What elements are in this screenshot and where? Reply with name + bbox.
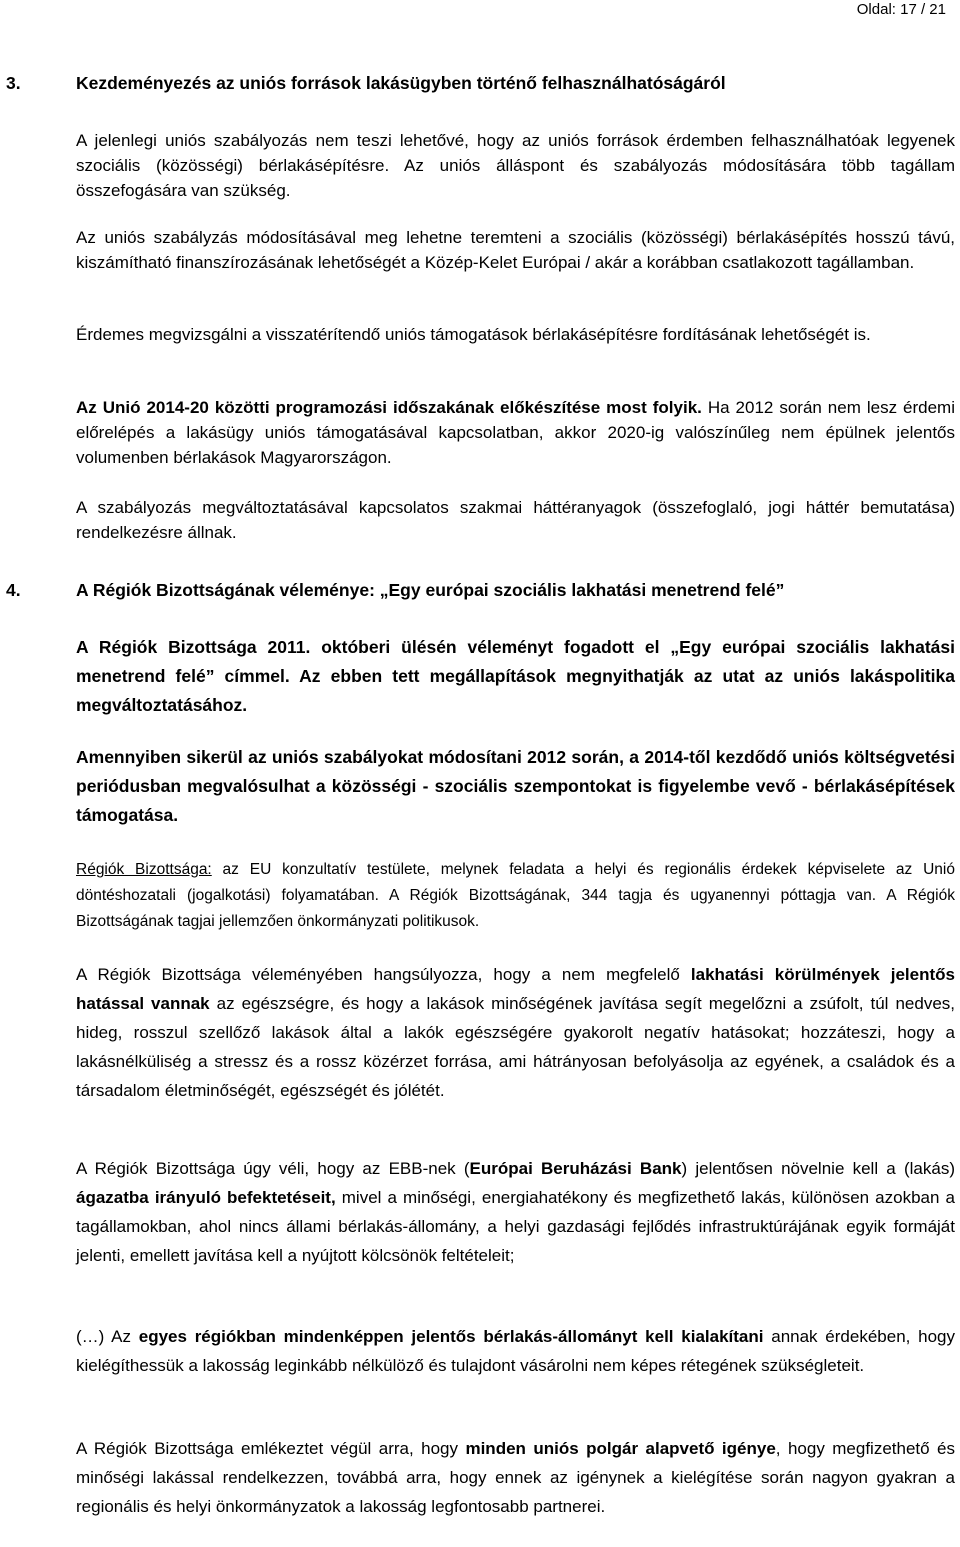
section-4-paragraph-5-bold: egyes régiókban mindenképpen jelentős bérlakás-állományt kell kialakítani bbox=[138, 1327, 764, 1346]
section-4-number: 4. bbox=[6, 580, 21, 600]
section-3-paragraph-4 bbox=[76, 395, 955, 470]
section-4-paragraph-4 bbox=[76, 1154, 955, 1270]
section-4-paragraph-1: A Régiók Bizottsága 2011. októberi ülésén véleményt fogadott el „Egy európai szociális lakhatási menetrend felé” címmel. Az ebben tett megállapítások megnyithatják az utat az uniós lakáspolitika megváltoztatásához. bbox=[76, 637, 955, 715]
regions-committee-note-label: Régiók Bizottsága: bbox=[76, 861, 212, 878]
section-3-title: Kezdeményezés az uniós források lakásügyben történő felhasználhatóságáról bbox=[76, 73, 726, 93]
section-4-paragraph-4-e: mivel a minőségi, energiahatékony és megfizethető lakás, különösen azokban a tagállamokban, ahol nincs állami bérlakás-állomány, a helyi gazdasági fejlődés infrastruktúrájának egyik formáját jelenti, emellett javítása kell a nyújtott kölcsönök feltételeit; bbox=[76, 1188, 955, 1265]
section-4-paragraph-3-c: az egészségre, és hogy a lakások minőségének javítása segít megelőzni a zsúfolt, túl nedves, hideg, rosszul szellőző lakások által a lakók egészségére gyakorolt negatív hatásokat; hozzáteszi, hogy a lakásnélküliség a stressz és a rossz közérzet forrása, ami hátrányosan befolyásolja az egyének, a családok és a társadalom életminőségét, egészségét és jólétét. bbox=[76, 994, 955, 1100]
section-3-number: 3. bbox=[6, 73, 21, 93]
section-4-paragraph-3-a: A Régiók Bizottsága véleményében hangsúlyozza, hogy a nem megfelelő bbox=[76, 965, 691, 984]
section-4-paragraph-4-bold-2: ágazatba irányuló befektetéseit, bbox=[76, 1188, 336, 1207]
section-3-paragraph-3: Érdemes megvizsgálni a visszatérítendő uniós támogatások bérlakásépítésre fordításának lehetőségét is. bbox=[76, 325, 871, 344]
section-4-paragraph-6 bbox=[76, 1434, 955, 1521]
section-4-paragraph-5-a: (…) Az bbox=[76, 1327, 139, 1346]
section-4-paragraph-2: Amennyiben sikerül az uniós szabályokat módosítani 2012 során, a 2014-től kezdődő uniós költségvetési periódusban megvalósulhat a közösségi - szociális szempontokat is figyelembe vevő - bérlakásépítések támogatása. bbox=[76, 747, 955, 825]
section-4-paragraph-4-bold-1: Európai Beruházási Bank bbox=[469, 1159, 682, 1178]
section-4-paragraph-6-bold: minden uniós polgár alapvető igénye bbox=[465, 1439, 776, 1458]
regions-committee-note bbox=[76, 857, 955, 935]
section-3-paragraph-5: A szabályozás megváltoztatásával kapcsolatos szakmai háttéranyagok (összefoglaló, jogi háttér bemutatása) rendelkezésre állnak. bbox=[76, 498, 955, 542]
section-4-paragraph-6-a: A Régiók Bizottsága emlékeztet végül arra, hogy bbox=[76, 1439, 466, 1458]
section-3-paragraph-2: Az uniós szabályzás módosításával meg lehetne teremteni a szociális (közösségi) bérlakásépítés hosszú távú, kiszámítható finanszírozásának lehetőségét a Közép-Kelet Európai / akár a korábban csatlakozott tagállamban. bbox=[76, 228, 955, 272]
section-3-paragraph-4-rest: Ha 2012 során nem lesz érdemi előrelépés a lakásügy uniós támogatásával kapcsolatban, akkor 2020-ig valószínűleg nem épülnek jelentős volumenben bérlakások Magyarországon. bbox=[76, 398, 955, 467]
section-3-paragraph-1: A jelenlegi uniós szabályozás nem teszi lehetővé, hogy az uniós források érdemben felhasználhatóak legyenek szociális (közösségi) bérlakásépítésre. Az uniós álláspont és szabályozás módosítására több tagállam összefogására van szükség. bbox=[76, 131, 955, 200]
section-3-paragraph-4-bold: Az Unió 2014-20 közötti programozási időszakának előkészítése most folyik. bbox=[76, 398, 702, 417]
section-4-paragraph-6-c: , hogy megfizethető és minőségi lakással rendelkezzen, továbbá arra, hogy ennek az igénynek a kielégítése során nagyon gyakran a regionális és helyi önkormányzatok a lakosság legfontosabb partnerei. bbox=[76, 1439, 955, 1516]
regions-committee-note-text: az EU konzultatív testülete, melynek feladata a helyi és regionális érdekek képviselete az Unió döntéshozatali (jogalkotási) folyamatában. A Régiók Bizottságának, 344 tagja és ugyanennyi póttagja van. A Régiók Bizottságának tagjai jellemzően önkormányzati politikusok. bbox=[76, 861, 955, 930]
page-number: Oldal: 17 / 21 bbox=[856, 1, 946, 18]
section-4-paragraph-4-a: A Régiók Bizottsága úgy véli, hogy az EBB-nek ( bbox=[76, 1159, 470, 1178]
section-4-paragraph-5 bbox=[76, 1322, 955, 1380]
section-4-paragraph-3-bold: lakhatási körülmények jelentős hatással vannak bbox=[76, 965, 955, 1013]
section-4-paragraph-5-c: annak érdekében, hogy kielégíthessük a lakosság leginkább nélkülöző és tulajdont vásárolni nem képes rétegének szükségleteit. bbox=[76, 1327, 955, 1375]
section-4-title: A Régiók Bizottságának véleménye: „Egy európai szociális lakhatási menetrend felé” bbox=[76, 580, 785, 600]
section-4-paragraph-4-c: ) jelentősen növelnie kell a (lakás) bbox=[681, 1159, 955, 1178]
section-4-paragraph-3 bbox=[76, 960, 955, 1105]
